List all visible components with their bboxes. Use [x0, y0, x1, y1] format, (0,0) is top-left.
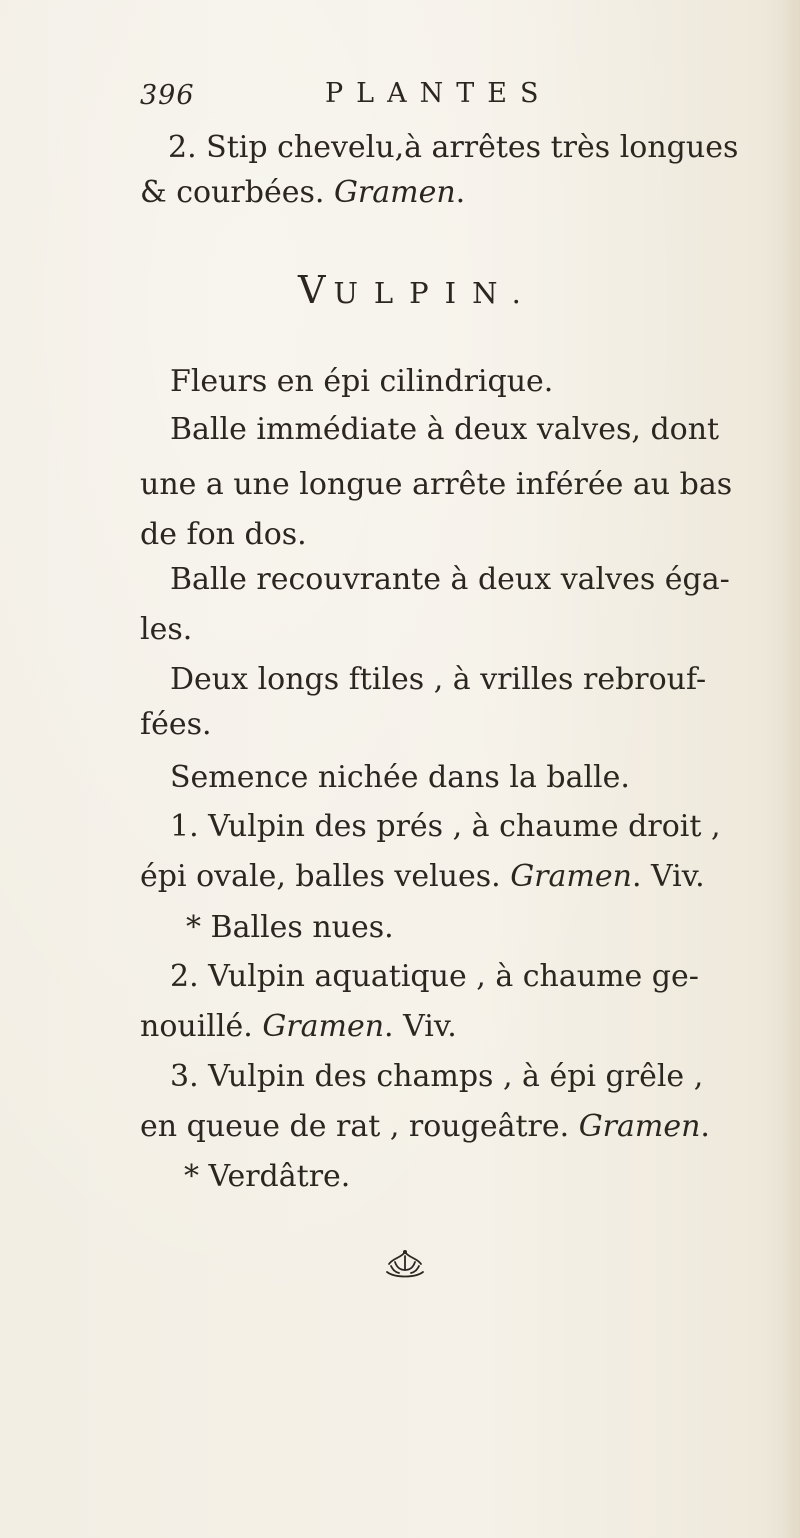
text-line: Balle recouvrante à deux valves éga-	[170, 562, 730, 597]
text-line: & courbées. Gramen.	[140, 175, 466, 210]
text-line: Deux longs ftiles , à vrilles rebrouf-	[170, 662, 707, 697]
text-line: épi ovale, balles velues. Gramen. Viv.	[140, 859, 705, 894]
text-line: nouillé. Gramen. Viv.	[140, 1009, 457, 1044]
running-title: PLANTES	[325, 78, 552, 109]
text-line: 2. Vulpin aquatique , à chaume ge-	[170, 959, 699, 994]
text-line: fées.	[140, 707, 212, 742]
text-line: 2. Stip chevelu,à arrêtes très longues	[168, 130, 739, 165]
ornament-icon	[383, 1248, 427, 1282]
page-number: 396	[140, 80, 195, 111]
text-line: une a une longue arrête inférée au bas	[140, 467, 733, 502]
text-line: * Verdâtre.	[184, 1159, 351, 1194]
section-title-initial: V	[298, 268, 334, 312]
page-edge-shadow	[782, 0, 800, 1538]
text-line: Fleurs en épi cilindrique.	[170, 364, 554, 399]
section-title	[298, 268, 537, 312]
text-line: en queue de rat , rougeâtre. Gramen.	[140, 1109, 710, 1144]
text-line: de fon dos.	[140, 517, 307, 552]
text-line: * Balles nues.	[186, 910, 394, 945]
text-line: Semence nichée dans la balle.	[170, 760, 630, 795]
page-header	[140, 78, 660, 128]
text-line: 1. Vulpin des prés , à chaume droit ,	[170, 809, 721, 844]
section-title-rest: ULPIN.	[333, 276, 537, 310]
text-line: les.	[140, 612, 193, 647]
text-line: Balle immédiate à deux valves, dont	[170, 412, 720, 447]
text-line: 3. Vulpin des champs , à épi grêle ,	[170, 1059, 704, 1094]
